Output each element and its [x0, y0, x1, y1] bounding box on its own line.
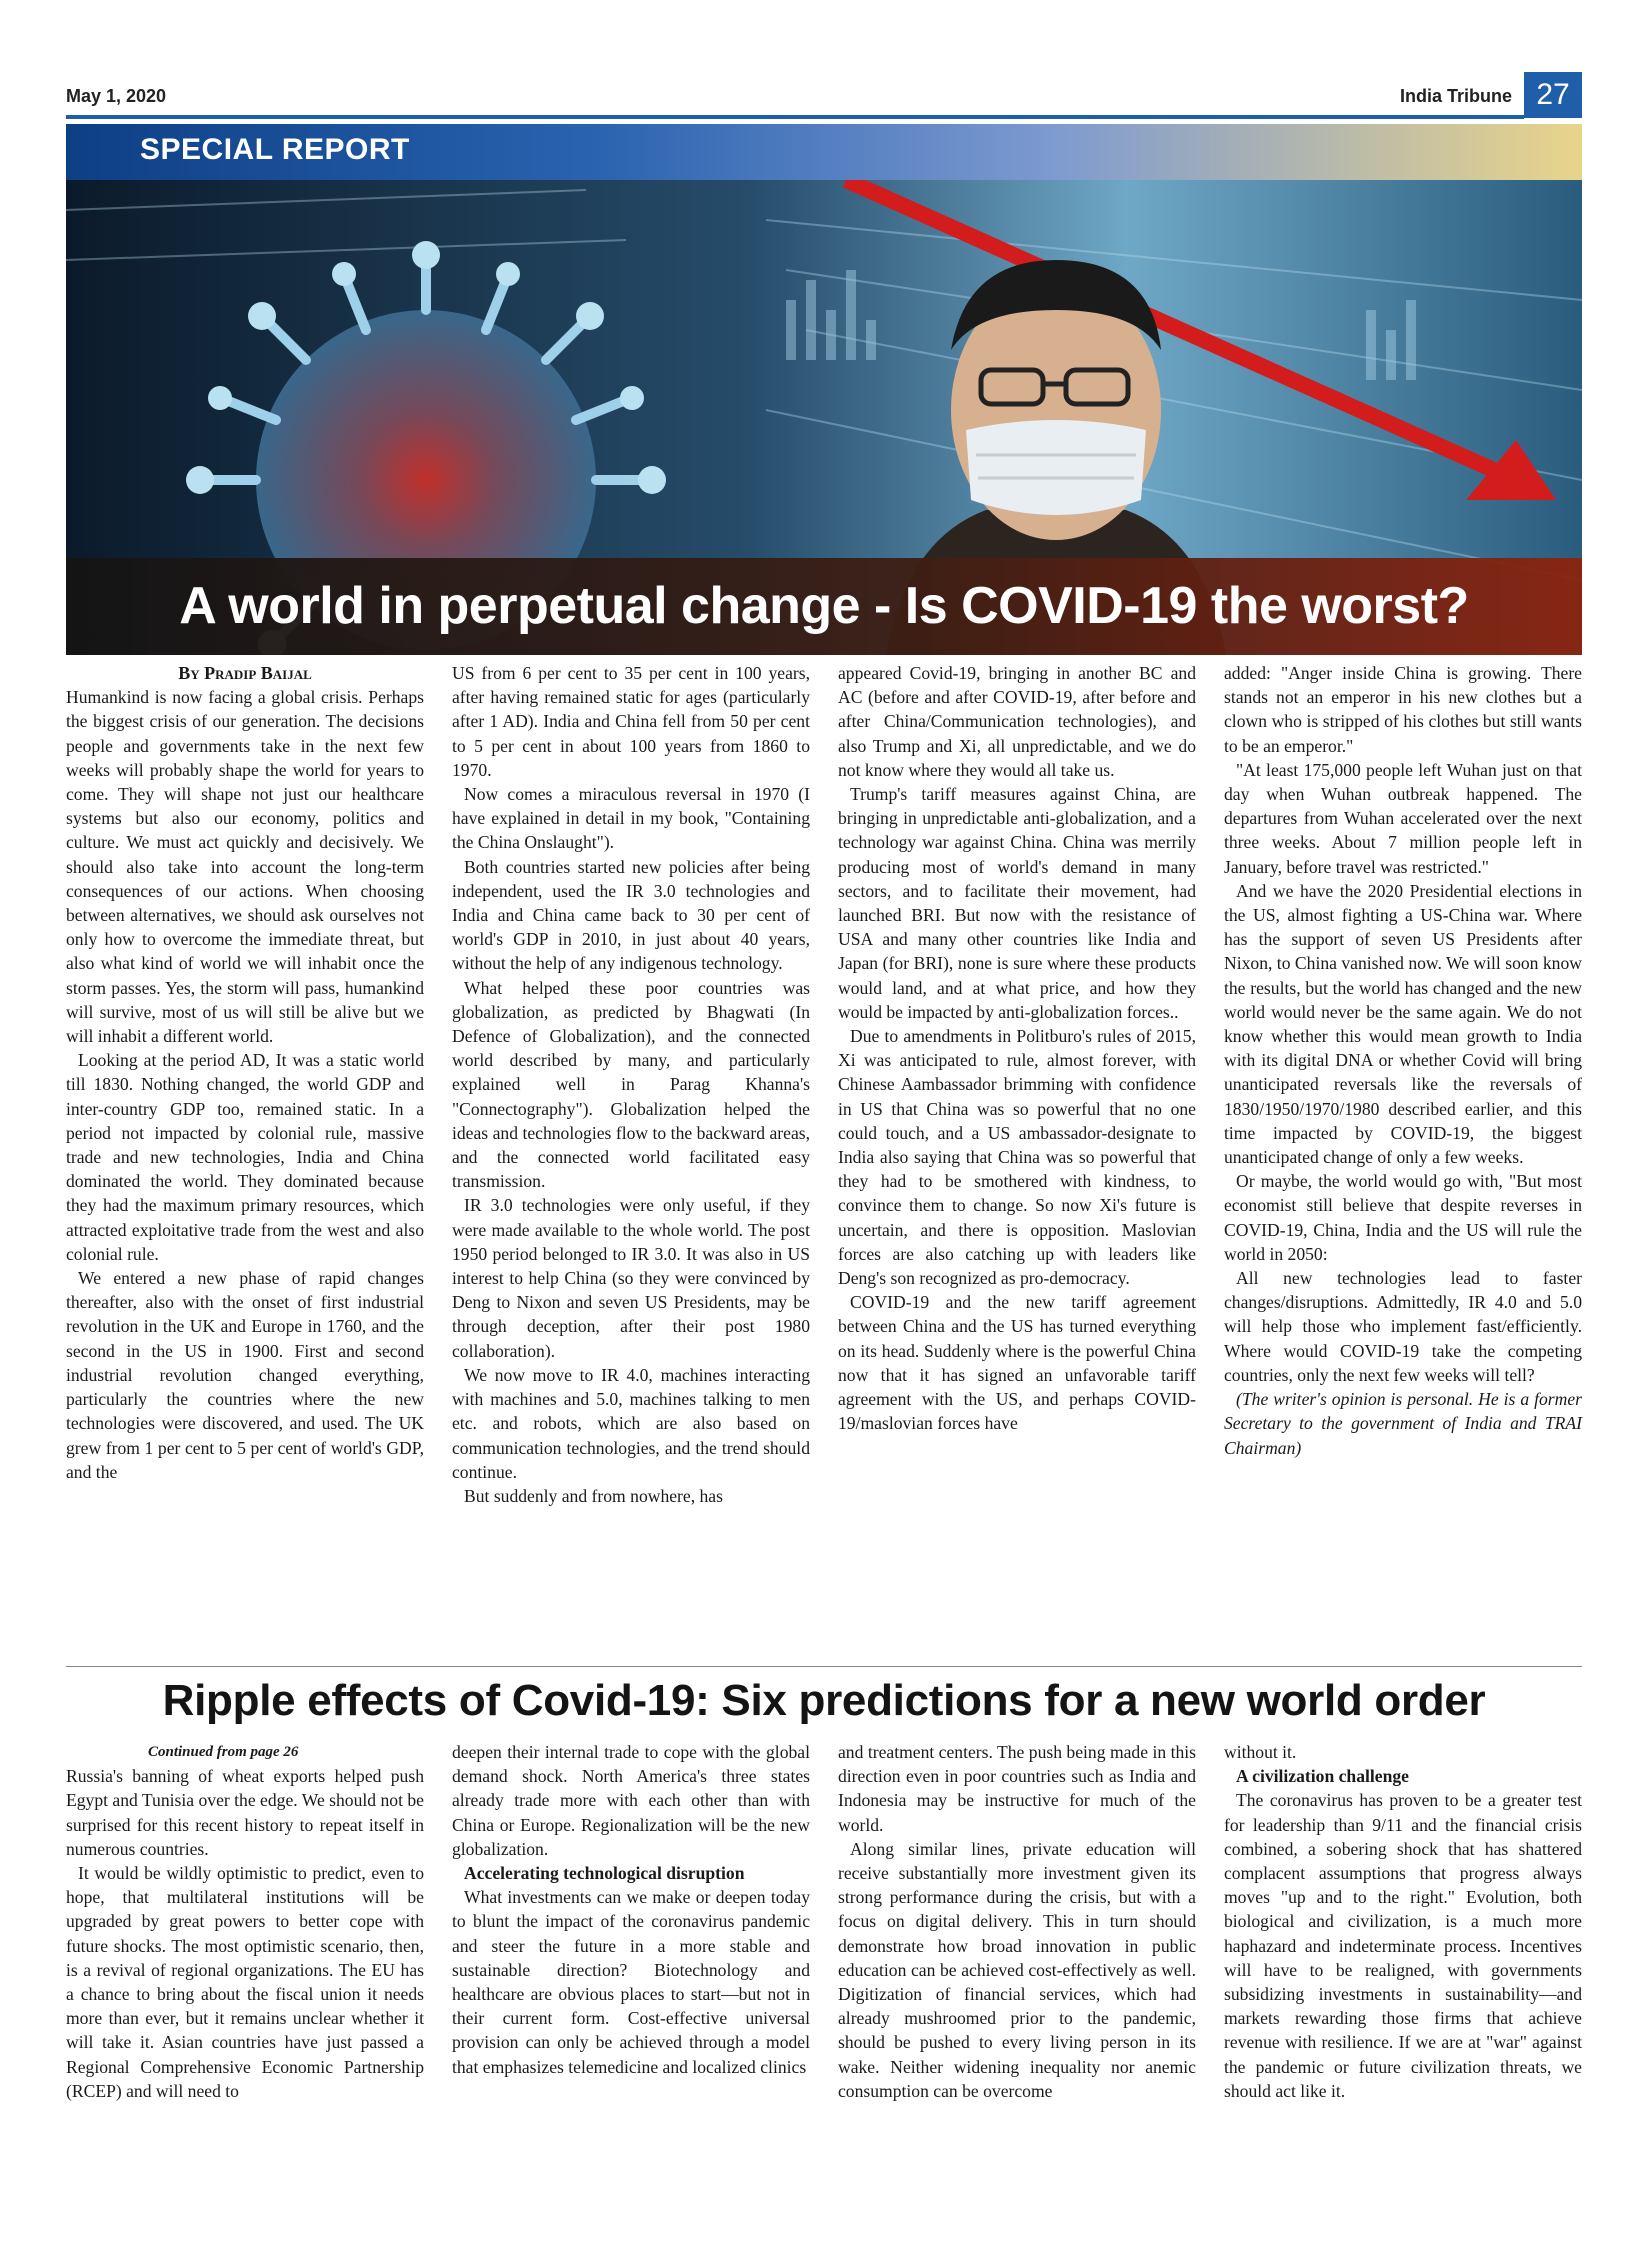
secondary-headline: Ripple effects of Covid-19: Six predictions for a new world order [162, 1676, 1486, 1725]
masthead [66, 78, 1582, 120]
section-label: SPECIAL REPORT [140, 133, 410, 166]
section-banner [66, 124, 1582, 180]
article-column-3 [838, 661, 1196, 1436]
paragraph: deepen their internal trade to cope with the global demand shock. North America's three states already trade more with each other than with China or Europe. Regionalization will be the new globalization. [452, 1742, 810, 1859]
paragraph: Trump's tariff measures against China, are bringing in unpredictable anti-globalization, and a technology war against China. China was merrily producing most of world's demand in many sectors, and to facilitate their movement, had launched BRI. But now with the resistance of USA and many other countries like India and Japan (for BRI), none is sure where these products would land, and at what price, and how they would be impacted by anti-globalization forces.. [838, 784, 1196, 1022]
subhead: Accelerating technological disruption [464, 1863, 745, 1884]
article-main [66, 661, 1582, 1661]
paragraph: COVID-19 and the new tariff agreement between China and the US has turned everything on its head. Suddenly where is the powerful China now that it has signed an unfavorable tariff agreement with the US, and perhaps COVID-19/maslovian forces have [838, 1292, 1196, 1434]
paragraph: Humankind is now facing a global crisis. Perhaps the biggest crisis of our generation. The decisions people and governments take in the next few weeks will probably shape the world for years to come. They will shape not just our healthcare systems but also our economy, politics and culture. We must act quickly and decisively. We should also take into account the long-term consequences of our actions. When choosing between alternatives, we should ask ourselves not only how to overcome the immediate threat, but also what kind of world we will inhabit once the storm passes. Yes, the storm will pass, humankind will survive, most of us will still be alive but we will inhabit a different world. [66, 687, 424, 1047]
paragraph: The coronavirus has proven to be a greater test for leadership than 9/11 and the financial crisis combined, a sobering shock that has shattered complacent assumptions that progress always moves "up and to the right." Evolution, both biological and civilization, is a much more haphazard and indeterminate process. Incentives will have to be realigned, with governments subsidizing investments in sustainability—and markets rewarding those firms that achieve revenue with resilience. If we are at "war" against the pandemic or future civilization threats, we should act like it. [1224, 1790, 1582, 2101]
paragraph: We entered a new phase of rapid changes thereafter, also with the onset of first industrial revolution in the UK and Europe in 1760, and the second in the US in 1900. First and second industrial revolution changed everything, particularly the countries where the new technologies were discovered, and used. The UK grew from 1 per cent to 5 per cent of world's GDP, and the [66, 1268, 424, 1482]
paragraph: IR 3.0 technologies were only useful, if they were made available to the whole world. The post 1950 period belonged to IR 3.0. It was also in US interest to help China (so they were convinced by Deng to Nixon and seven US Presidents, may be through deception, after their post 1980 collaboration). [452, 1195, 810, 1361]
article-divider [66, 1666, 1582, 1667]
headline-bar [66, 558, 1582, 655]
paragraph: US from 6 per cent to 35 per cent in 100 years, after having remained static for ages (particularly after 1 AD). India and China fell from 50 per cent to 5 per cent in about 100 years from 1860 to 1970. [452, 663, 810, 780]
author-credit: (The writer's opinion is personal. He is a former Secretary to the government of India and TRAI Chairman) [1224, 1389, 1582, 1458]
article-column-4 [1224, 661, 1582, 1460]
page-number: 27 [1524, 72, 1582, 118]
paragraph: appeared Covid-19, bringing in another BC and AC (before and after COVID-19, after before and after China/Communication technologies), and also Trump and Xi, all unpredictable, and we do not know where they would all take us. [838, 663, 1196, 780]
continued-note: Continued from page 26 [148, 1744, 299, 1760]
article-column-2 [452, 661, 810, 1508]
article-secondary [66, 1740, 1582, 2220]
paragraph: Or maybe, the world would go with, "But most economist still believe that despite reverses in COVID-19, China, India and the US will rule the world in 2050: [1224, 1171, 1582, 1264]
paragraph: Russia's banning of wheat exports helped push Egypt and Tunisia over the edge. We should not be surprised for this recent history to repeat itself in numerous countries. [66, 1766, 424, 1859]
article2-column-2 [452, 1740, 810, 2079]
byline: By Pradip Baijal [178, 663, 312, 683]
article2-column-4 [1224, 1740, 1582, 2103]
paragraph: All new technologies lead to faster changes/disruptions. Admittedly, IR 4.0 and 5.0 will help those who implement fast/efficiently. Where would COVID-19 take the competing countries, only the next few weeks will tell? [1224, 1268, 1582, 1385]
paragraph: "At least 175,000 people left Wuhan just on that day when Wuhan outbreak happened. The departures from Wuhan accelerated over the next three weeks. About 7 million people left in January, before travel was restricted." [1224, 759, 1582, 877]
paragraph: Due to amendments in Politburo's rules of 2015, Xi was anticipated to rule, almost forever, with Chinese Aambassador brimming with confidence in US that China was so powerful that no one could touch, and a US ambassador-designate to India also saying that China was so powerful that they had to be smothered with kindness, to convince them to change. So now Xi's future is uncertain, and there is opposition. Maslovian forces are also catching up with leaders like Deng's son recognized as pro-democracy. [838, 1026, 1196, 1289]
paragraph: Looking at the period AD, It was a static world till 1830. Nothing changed, the world GDP and inter-country GDP too, remained static. In a period not impacted by colonial rule, massive trade and new technologies, India and China dominated the world. They dominated because they had the maximum primary resources, which attracted exploitative trade from the west and also colonial rule. [66, 1050, 424, 1264]
article2-column-1 [66, 1740, 424, 2103]
paragraph: Now comes a miraculous reversal in 1970 (I have explained in detail in my book, "Containing the China Onslaught"). [452, 784, 810, 853]
paragraph: and treatment centers. The push being made in this direction even in poor countries such as India and Indonesia may be instructive for much of the world. [838, 1742, 1196, 1835]
masthead-rule [66, 115, 1524, 119]
paragraph: It would be wildly optimistic to predict, even to hope, that multilateral institutions will be upgraded by great powers to better cope with future shocks. The most optimistic scenario, then, is a revival of regional organizations. The EU has a chance to bring about the fiscal union it needs more than ever, but it remains unclear whether it will take it. Asian countries have just passed a Regional Comprehensive Economic Partnership (RCEP) and will need to [66, 1863, 424, 2101]
paragraph: What helped these poor countries was globalization, as predicted by Bhagwati (In Defence of Globalization), and the connected world described by many, and particularly explained well in Parag Khanna's "Connectography"). Globalization helped the ideas and technologies flow to the backward areas, and the connected world facilitated easy transmission. [452, 977, 810, 1192]
issue-date: May 1, 2020 [66, 86, 167, 106]
paragraph: Along similar lines, private education will receive substantially more investment given its strong performance during the crisis, but with a focus on digital delivery. This in turn should demonstrate how broad innovation in public education can be achieved cost-effectively as well. Digitization of financial services, which had already mushroomed prior to the pandemic, should be pushed to every living person in its wake. Neither widening inequality nor anemic consumption can be overcome [838, 1838, 1196, 2101]
article2-column-3 [838, 1740, 1196, 2103]
paragraph: We now move to IR 4.0, machines interacting with machines and 5.0, machines talking to men etc. and robots, which are also based on communication technologies, and the trend should continue. [452, 1364, 810, 1482]
paragraph: But suddenly and from nowhere, has [464, 1485, 723, 1506]
paper-name: India Tribune [1399, 86, 1512, 106]
main-headline: A world in perpetual change - Is COVID-19 the worst? [179, 577, 1469, 635]
paragraph: Both countries started new policies after being independent, used the IR 3.0 technologies and India and China came back to 30 per cent of world's GDP in 2010, in just about 40 years, without the help of any indigenous technology. [452, 856, 810, 974]
paragraph: added: "Anger inside China is growing. There stands not an emperor in his new clothes but a clown who is stripped of his clothes but still wants to be an emperor." [1224, 663, 1582, 756]
subhead: A civilization challenge [1236, 1766, 1409, 1787]
paragraph: without it. [1224, 1742, 1297, 1762]
paragraph: And we have the 2020 Presidential elections in the US, almost fighting a US-China war. Where has the support of seven US Presidents after Nixon, to China vanished now. We will soon know the results, but the world has changed and the new world would never be the same again. We do not know whether this would mean growth to India with its digital DNA or whether Covid will bring unanticipated reversals like the reversals of 1830/1950/1970/1980 described earlier, and this time impacted by COVID-19, the biggest unanticipated change of only a few weeks. [1224, 880, 1582, 1168]
article-column-1 [66, 661, 424, 1484]
paragraph: What investments can we make or deepen today to blunt the impact of the coronavirus pandemic and steer the future in a more stable and sustainable direction? Biotechnology and healthcare are obvious places to start—but not in their current form. Cost-effective universal provision can only be achieved through a model that emphasizes telemedicine and localized clinics [452, 1887, 810, 2077]
